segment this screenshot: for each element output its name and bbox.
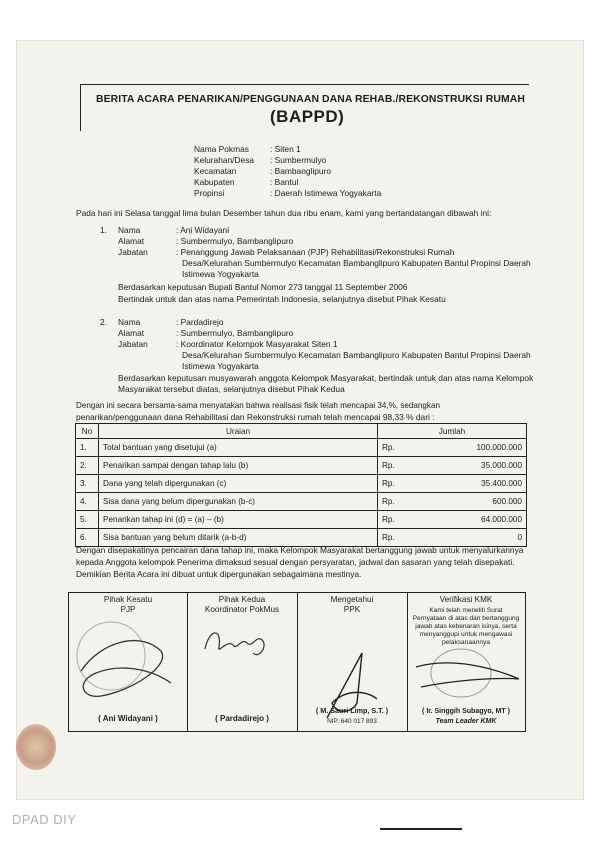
row-amount: 35.400.000 <box>422 475 527 493</box>
bertindak-text: Bertindak untuk dan atas nama Pemerintah Indonesia, selanjutnya disebut Pihak Kesatu <box>118 294 446 304</box>
jabatan-value-cont: Istimewa Yogyakarta <box>182 361 259 371</box>
statement-line-1: Dengan ini secara bersama-sama menyatakan bahwa realisasi fisik telah mencapai 34,%, sedangkan <box>76 401 440 410</box>
kmk-stamp <box>411 637 521 707</box>
row-no: 4. <box>76 493 99 511</box>
sig-role: PPK <box>343 605 361 614</box>
row-no: 5. <box>76 511 99 529</box>
party-number: 1. <box>100 225 107 235</box>
sig-role-title: Team Leader KMK <box>435 718 497 725</box>
nama-value: : Ani Widayani <box>176 225 230 235</box>
alamat-value: : Sumbermulyo, Bambanglipuro <box>176 236 294 246</box>
alamat-value: : Sumbermulyo, Bambanglipuro <box>176 328 294 338</box>
row-uraian: Penarikan sampai dengan tahap lalu (b) <box>99 457 378 475</box>
sig-body: pelaksanaannya <box>441 639 491 646</box>
info-value: : Siten 1 <box>270 144 301 154</box>
jabatan-value-cont: Desa/Kelurahan Sumbermulyo Kecamatan Bambanglipuro Kabupaten Bantul Propinsi Daerah <box>182 350 531 360</box>
info-value: : Bantul <box>270 177 299 187</box>
table-row <box>76 457 527 475</box>
sig-heading: Mengetahui <box>330 595 374 604</box>
jabatan-label: Jabatan <box>118 339 148 349</box>
sig-body: Pernyataan di atas dan bertanggung <box>412 615 520 622</box>
nama-label: Nama <box>118 225 141 235</box>
signature-scribble <box>197 619 287 669</box>
info-value: : Sumbermulyo <box>270 155 327 165</box>
signature-scribble <box>71 611 185 711</box>
sig-name: ( M. Sauri Limp, S.T. ) <box>315 706 389 715</box>
closing-line-1: Dengan disepakatinya pencairan dana tahap ini, maka Kelompok Masyarakat bertanggung jawab untuk menyalurkannya <box>76 545 524 555</box>
emblem-seal-icon <box>16 724 56 770</box>
sig-role: PJP <box>120 605 136 614</box>
table-header-row <box>76 424 527 439</box>
row-no: 1. <box>76 439 99 457</box>
signature-party-one <box>69 593 188 731</box>
row-currency: Rp. <box>378 493 422 511</box>
sig-body: menyanggupi untuk mengawasi <box>419 631 513 638</box>
row-uraian: Sisa dana yang belum dipergunakan (b-c) <box>99 493 378 511</box>
row-amount: 64.000.000 <box>422 511 527 529</box>
table-row <box>76 475 527 493</box>
table-row <box>76 529 527 547</box>
row-amount: 35.000.000 <box>422 457 527 475</box>
col-header-uraian: Uraian <box>99 424 378 439</box>
jabatan-value: : Penanggung Jawab Pelaksanaan (PJP) Rehabilitasi/Rekonstruksi Rumah <box>176 247 455 257</box>
signature-kmk <box>407 593 525 731</box>
info-label: Propinsi <box>194 188 225 198</box>
dasar-text: Berdasarkan keputusan Bupati Bantul Nomor 273 tanggal 11 September 2006 <box>118 282 408 292</box>
sig-name: ( Ir. Singgih Subagyo, MT ) <box>422 708 510 715</box>
info-label: Kecamatan <box>194 166 237 176</box>
sig-role: Koordinator PokMus <box>204 605 280 614</box>
dasar-text-cont: Masyarakat tersebut diatas, selanjutnya disebut Pihak Kedua <box>118 384 345 394</box>
row-no: 2. <box>76 457 99 475</box>
sig-heading: Pihak Kesatu <box>103 595 153 604</box>
closing-line-3: Demikian Berita Acara ini dibuat untuk dipergunakan sebagaimana mestinya. <box>76 569 362 579</box>
row-amount: 100.000.000 <box>422 439 527 457</box>
table-row <box>76 493 527 511</box>
party-number: 2. <box>100 317 107 327</box>
row-amount: 600.000 <box>422 493 527 511</box>
sig-heading: Verifikasi KMK <box>439 595 493 604</box>
row-uraian: Total bantuan yang disetujui (a) <box>99 439 378 457</box>
dasar-text: Berdasarkan keputusan musyawarah anggota Kelompok Masyarakat, bertindak untuk dan atas nama Kelompok <box>118 373 534 383</box>
sig-name: ( Ani Widayani ) <box>98 714 158 723</box>
signature-table <box>68 592 526 732</box>
row-amount: 0 <box>422 529 527 547</box>
jabatan-value: : Koordinator Kelompok Masyarakat Siten 1 <box>176 339 338 349</box>
alamat-label: Alamat <box>118 328 145 338</box>
jabatan-value-cont: Istimewa Yogyakarta <box>182 269 259 279</box>
nama-label: Nama <box>118 317 141 327</box>
info-label: Nama Pokmas <box>194 144 249 154</box>
sig-name: ( Pardadirejo ) <box>215 714 269 723</box>
sig-heading: Pihak Kedua <box>218 595 266 604</box>
alamat-label: Alamat <box>118 236 145 246</box>
sig-nip: NIP. 640 017 893 <box>327 718 377 725</box>
row-currency: Rp. <box>378 511 422 529</box>
signature-ppk <box>297 593 408 731</box>
sig-body: Kami telah meneliti Surat <box>429 607 503 614</box>
info-value: : Daerah Istimewa Yogyakarta <box>270 188 382 198</box>
row-currency: Rp. <box>378 475 422 493</box>
row-no: 6. <box>76 529 99 547</box>
closing-line-2: kepada Anggota kelompok Penerima dimaksud sesual dengan persyaratan, jadwal dan sasaran yang telah disepakati. <box>76 557 515 567</box>
col-header-jumlah: Jumlah <box>378 424 527 439</box>
row-uraian: Penarikan tahap ini (d) = (a) – (b) <box>99 511 378 529</box>
info-label: Kelurahan/Desa <box>194 155 255 165</box>
row-uraian: Sisa bantuan yang belum ditarik (a-b-d) <box>99 529 378 547</box>
row-uraian: Dana yang telah dipergunakan (c) <box>99 475 378 493</box>
watermark: DPAD DIY <box>12 812 77 827</box>
document-subtitle: (BAPPD) <box>270 107 345 126</box>
table-row <box>76 511 527 529</box>
nama-value: : Pardadirejo <box>176 317 224 327</box>
row-currency: Rp. <box>378 529 422 547</box>
bottom-rule <box>380 828 462 830</box>
funds-table <box>75 423 527 547</box>
row-currency: Rp. <box>378 439 422 457</box>
sig-body: jawab atas kebenaran isinya, serta <box>415 623 517 630</box>
signature-party-two <box>187 593 298 731</box>
info-value: : Bambanglipuro <box>270 166 331 176</box>
document-title: BERITA ACARA PENARIKAN/PENGGUNAAN DANA REHAB./REKONSTRUKSI RUMAH <box>96 94 525 105</box>
jabatan-label: Jabatan <box>118 247 148 257</box>
info-label: Kabupaten <box>194 177 235 187</box>
intro-paragraph: Pada hari ini Selasa tanggal lima bulan Desember tahun dua ribu enam, kami yang bertandatangan dibawah ini: <box>76 208 492 218</box>
row-currency: Rp. <box>378 457 422 475</box>
col-header-no: No <box>76 424 99 439</box>
row-no: 3. <box>76 475 99 493</box>
statement-line-2: penarikan/penggunaan dana Rehabilitasi dan Rekonstruksi rumah telah mencapai 98,33 % dari : <box>76 412 435 422</box>
table-row <box>76 439 527 457</box>
jabatan-value-cont: Desa/Kelurahan Sumbermulyo Kecamatan Bambanglipuro Kabupaten Bantul Propinsi Daerah <box>182 258 531 268</box>
